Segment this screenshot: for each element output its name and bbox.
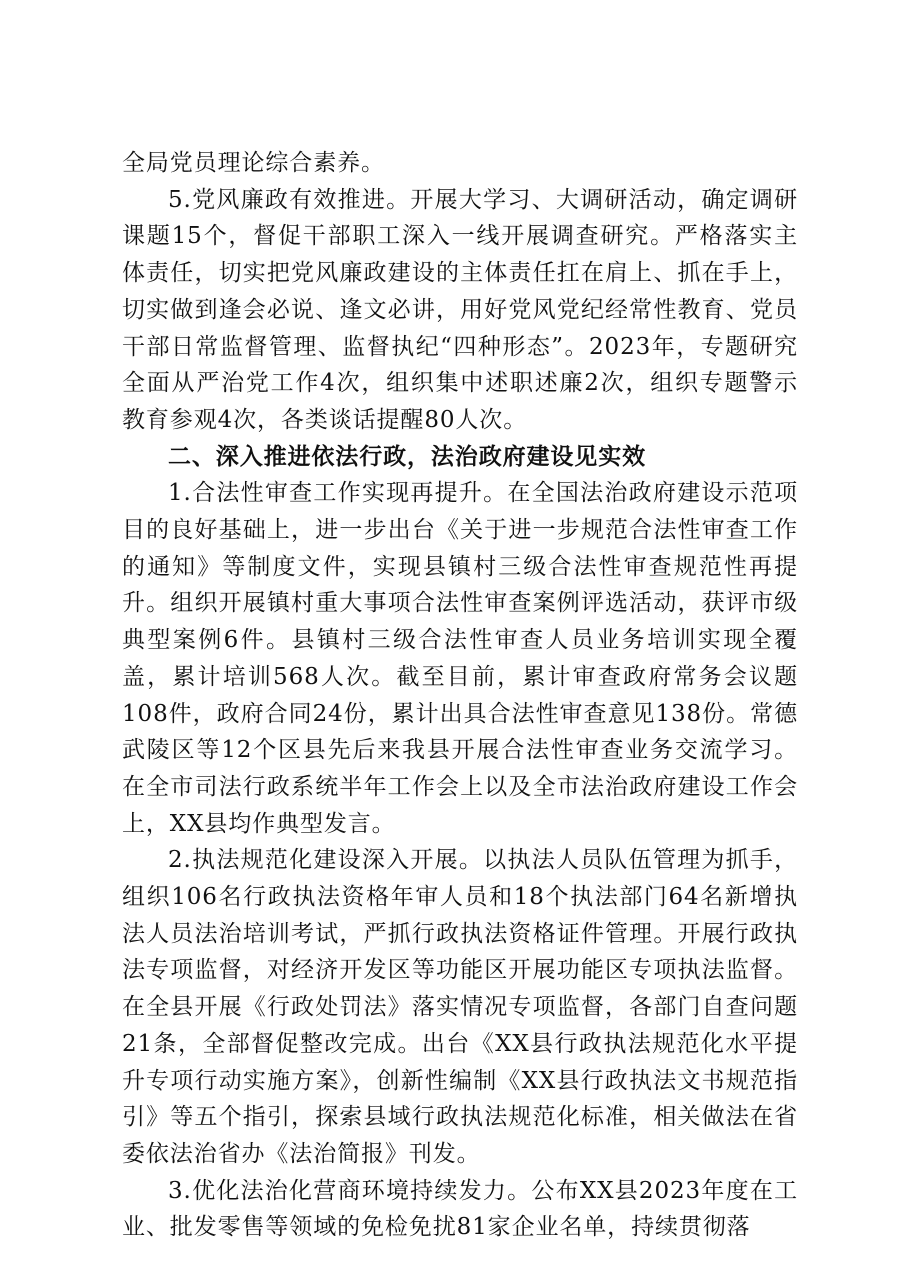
paragraph-law-enforcement-standardization: 2.执法规范化建设深入开展。以执法人员队伍管理为抓手，组织106名行政执法资格年审人员和18个执法部门64名新增执法人员法治培训考试，严抓行政执法资格证件管理。开展行政执法专项监督，对经济开发区等功能区开展功能区专项执法监督。在全县开展《行政处罚法》落实情况专项监督，各部门自查问题21条，全部督促整改完成。出台《XX县行政执法规范化水平提升专项行动实施方案》，创新性编制《XX县行政执法文书规范指引》等五个指引，探索县域行政执法规范化标准，相关做法在省委依法治省办《法治简报》刊发。 <box>122 847 798 1167</box>
paragraph-party-conduct: 5.党风廉政有效推进。开展大学习、大调研活动，确定调研课题15个，督促干部职工深入一线开展调查研究。严格落实主体责任，切实把党风廉政建设的主体责任扛在肩上、抓在手上，切实做到逢会必说、逢文必讲，用好党风党纪经常性教育、党员干部日常监督管理、监督执纪“四种形态”。2023年，专题研究全面从严治党工作4次，组织集中述职述廉2次，组织专题警示教育参观4次，各类谈话提醒80人次。 <box>122 186 798 433</box>
paragraph-continuation: 全局党员理论综合素养。 <box>122 150 385 176</box>
paragraph-legality-review: 1.合法性审查工作实现再提升。在全国法治政府建设示范项目的良好基础上，进一步出台《关于进一步规范合法性审查工作的通知》等制度文件，实现县镇村三级合法性审查规范性再提升。组织开展镇村重大事项合法性审查案例评选活动，获评市级典型案例6件。县镇村三级合法性审查人员业务培训实现全覆盖，累计培训568人次。截至目前，累计审查政府常务会议题108件，政府合同24份，累计出具合法性审查意见138份。常德武陵区等12个区县先后来我县开展合法性审查业务交流学习。在全市司法行政系统半年工作会上以及全市法治政府建设工作会上，XX县均作典型发言。 <box>122 480 798 837</box>
paragraph-business-environment: 3.优化法治化营商环境持续发力。公布XX县2023年度在工业、批发零售等领域的免检免扰81家企业名单，持续贯彻落 <box>122 1177 798 1241</box>
document-body <box>122 145 798 1246</box>
section-heading-law-based-administration: 二、深入推进依法行政，法治政府建设见实效 <box>168 443 646 470</box>
